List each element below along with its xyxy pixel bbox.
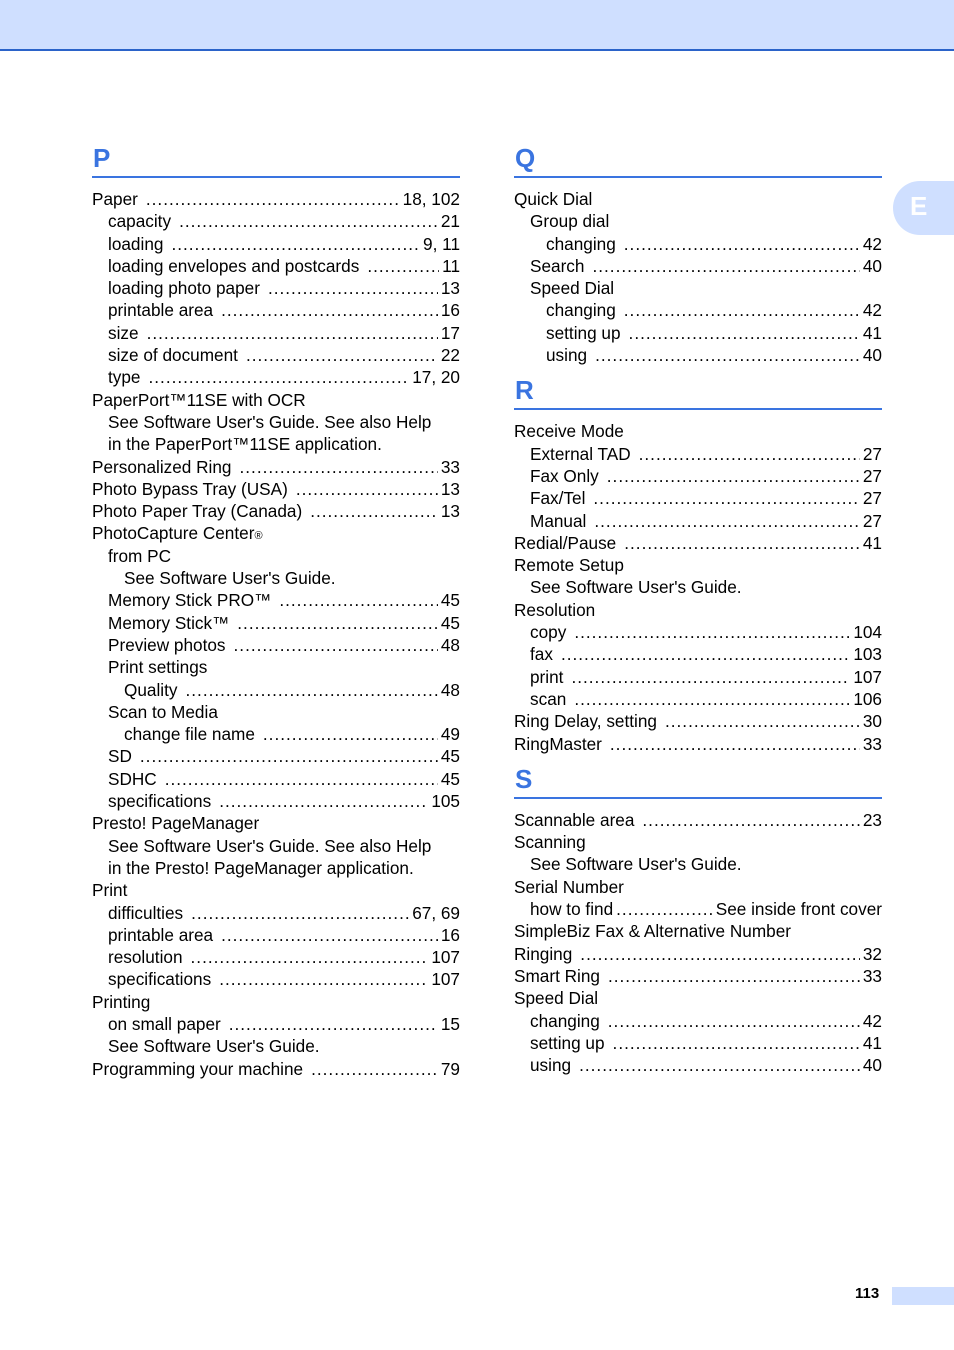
index-entry-term: size [108, 322, 139, 343]
index-entry-term: changing [546, 300, 616, 321]
dot-leader [263, 723, 438, 745]
index-entry-term: Paper [92, 189, 138, 209]
index-entry-term: scan [530, 688, 567, 709]
index-entry [514, 809, 882, 831]
index-entry-term: difficulties [108, 902, 184, 923]
index-entry [92, 188, 460, 210]
dot-leader [146, 188, 400, 210]
dot-leader [616, 898, 713, 920]
index-entry-term: SDHC [108, 768, 157, 789]
chapter-tab [893, 181, 954, 235]
dot-leader [310, 500, 438, 522]
index-entry [514, 943, 882, 965]
dot-leader [149, 366, 410, 388]
index-entry [514, 920, 882, 942]
index-entry [92, 656, 460, 678]
index-entry-page: 16 [440, 924, 460, 945]
index-entry-page: 17, 20 [412, 367, 460, 388]
index-entry [514, 510, 882, 532]
dot-leader [246, 344, 438, 366]
index-entry-page: 48 [440, 679, 460, 700]
index-entry-page: 42 [862, 300, 882, 321]
index-entry-page: 103 [853, 644, 882, 665]
dot-leader [595, 344, 860, 366]
index-entry-term: capacity [108, 211, 172, 232]
index-entry [92, 299, 460, 321]
dot-leader [140, 745, 438, 767]
index-entry [514, 831, 882, 853]
index-entry-term: Search [530, 255, 585, 276]
index-entry [514, 1032, 882, 1054]
index-entry [92, 589, 460, 611]
index-entry [514, 965, 882, 987]
page-number: 113 [855, 1285, 880, 1302]
index-entry-term: PhotoCapture Center [92, 523, 255, 544]
dot-leader [234, 634, 438, 656]
index-entry [92, 835, 460, 857]
index-section-p [92, 140, 460, 1080]
index-entry-page: 9, 11 [423, 233, 460, 254]
index-entry [92, 968, 460, 990]
index-entry-page: 16 [440, 300, 460, 321]
dot-leader [608, 1010, 860, 1032]
index-entry: PhotoCapture Center ® [92, 523, 263, 544]
index-entry-term: Quality [124, 679, 178, 700]
index-entry-term: copy [530, 622, 567, 643]
dot-leader [171, 233, 420, 255]
index-entry [92, 790, 460, 812]
index-entry-term: PaperPort™11SE with OCR [92, 389, 306, 410]
index-entry [514, 898, 882, 920]
index-entry-term: Ring Delay, setting [514, 711, 657, 732]
index-entry-term: loading photo paper [108, 278, 260, 299]
index-entry [92, 255, 460, 277]
dot-leader [165, 768, 438, 790]
index-entry-term: See Software User's Guide. [108, 1036, 320, 1057]
index-entry-page: 23 [862, 809, 882, 830]
index-entry-page: 104 [853, 622, 882, 643]
index-entry-term: using [530, 1055, 572, 1076]
dot-leader [592, 255, 859, 277]
index-entry [514, 255, 882, 277]
index-entry [92, 233, 460, 255]
index-entry-term: Programming your machine [92, 1058, 304, 1079]
index-entry-page: 17 [440, 322, 460, 343]
dot-leader [191, 946, 429, 968]
index-entry-term: Receive Mode [514, 421, 624, 442]
index-entry [92, 433, 460, 455]
index-entry [514, 1010, 882, 1032]
index-entry-page: 48 [440, 634, 460, 655]
index-entry [92, 812, 460, 834]
index-entry [514, 1054, 882, 1076]
index-entry-term: Resolution [514, 599, 596, 620]
dot-leader [594, 510, 860, 532]
index-entry [92, 1058, 460, 1080]
dot-leader [191, 902, 409, 924]
index-entry [514, 277, 882, 299]
index-entry-page: 27 [862, 465, 882, 486]
dot-leader [571, 666, 850, 688]
index-entry-page: 67, 69 [412, 902, 460, 923]
index-entry-term: print [530, 666, 564, 687]
index-entry [514, 599, 882, 621]
index-entry-page: 45 [440, 612, 460, 633]
index-entry-page: 30 [862, 711, 882, 732]
index-entry-term: in the Presto! PageManager application. [108, 857, 414, 878]
dot-leader [237, 612, 438, 634]
index-entry-term: SD [108, 746, 132, 767]
index-entry-page: 33 [862, 733, 882, 754]
index-entry-term: Personalized Ring [92, 456, 232, 477]
index-entry [514, 643, 882, 665]
index-entry-term: Presto! PageManager [92, 813, 260, 834]
dot-leader [219, 790, 428, 812]
index-entry-page: 105 [431, 791, 460, 812]
index-entry [92, 1035, 460, 1057]
index-entry [92, 366, 460, 388]
dot-leader [229, 1013, 438, 1035]
index-entry-term: Remote Setup [514, 555, 624, 576]
dot-leader [624, 233, 860, 255]
index-entry-term: See Software User's Guide. See also Help [108, 411, 432, 432]
index-entry [514, 188, 882, 210]
dot-leader [579, 1054, 860, 1076]
index-entry [92, 745, 460, 767]
index-entry [92, 500, 460, 522]
index-entry-term: External TAD [530, 443, 631, 464]
index-entry-term: printable area [108, 300, 214, 321]
index-column-left [92, 140, 460, 1086]
index-entry-page: 13 [440, 501, 460, 522]
index-entry-term: See Software User's Guide. See also Help [108, 835, 432, 856]
dot-leader [186, 679, 438, 701]
index-entry-term: Scan to Media [108, 701, 218, 722]
index-entry-term: See Software User's Guide. [124, 568, 336, 589]
index-entry [92, 210, 460, 232]
index-entry-page: 15 [440, 1013, 460, 1034]
index-entry-term: Fax Only [530, 465, 599, 486]
index-entry-term: Group dial [530, 211, 610, 232]
index-entry [514, 210, 882, 232]
index-entry [92, 277, 460, 299]
section-letter: P [92, 140, 460, 178]
index-entry-page: 49 [440, 724, 460, 745]
index-entry [514, 666, 882, 688]
index-entry [514, 876, 882, 898]
index-entry [514, 853, 882, 875]
dot-leader [561, 643, 850, 665]
index-entry [92, 389, 460, 411]
index-entry-page: 107 [853, 666, 882, 687]
index-entry-term: RingMaster [514, 733, 602, 754]
dot-leader [279, 589, 438, 611]
index-entry-term: loading [108, 233, 164, 254]
index-entry-page: 41 [862, 1032, 882, 1053]
index-entry [514, 688, 882, 710]
index-entry-term: from PC [108, 545, 172, 566]
dot-leader [179, 210, 438, 232]
dot-leader [311, 1058, 438, 1080]
index-entry [92, 946, 460, 968]
index-entry [92, 701, 460, 723]
index-entry-term: type [108, 367, 141, 388]
entry-list [514, 809, 882, 1077]
index-entry [514, 299, 882, 321]
dot-leader [147, 322, 438, 344]
entry-list [514, 420, 882, 754]
index-entry-page: 45 [440, 768, 460, 789]
section-letter: S [514, 761, 882, 799]
index-entry [514, 576, 882, 598]
index-entry [92, 456, 460, 478]
dot-leader [624, 532, 860, 554]
index-entry-term: Fax/Tel [530, 488, 586, 509]
entry-list [92, 188, 460, 1080]
index-entry-term: Print settings [108, 657, 208, 678]
index-entry-term: in the PaperPort™11SE application. [108, 434, 382, 455]
index-entry [514, 554, 882, 576]
index-entry-term: printable area [108, 924, 214, 945]
index-entry-page: 107 [431, 969, 460, 990]
dot-leader [268, 277, 438, 299]
index-entry-page: 41 [862, 322, 882, 343]
dot-leader [608, 965, 860, 987]
index-entry-term: Memory Stick PRO™ [108, 590, 272, 611]
index-entry [514, 344, 882, 366]
index-entry [92, 768, 460, 790]
index-entry-page: 22 [440, 345, 460, 366]
index-entry-term: loading envelopes and postcards [108, 255, 360, 276]
section-letter: Q [514, 140, 882, 178]
index-entry-term: size of document [108, 345, 238, 366]
index-section-s [514, 761, 882, 1077]
index-entry-term: Manual [530, 510, 587, 531]
index-entry-term: Serial Number [514, 876, 624, 897]
index-entry-term: Photo Paper Tray (Canada) [92, 501, 303, 522]
index-entry [92, 567, 460, 589]
index-entry [92, 612, 460, 634]
index-entry-term: Memory Stick™ [108, 612, 230, 633]
index-entry-term: Smart Ring [514, 965, 600, 986]
index-entry-term: changing [546, 233, 616, 254]
index-entry-page: 45 [440, 590, 460, 611]
index-entry-term: on small paper [108, 1013, 221, 1034]
index-entry [514, 987, 882, 1009]
index-entry [92, 723, 460, 745]
index-entry-term: Print [92, 880, 128, 901]
dot-leader [240, 456, 438, 478]
index-entry-term: fax [530, 644, 553, 665]
index-entry [514, 733, 882, 755]
index-entry-term: how to find [530, 899, 614, 920]
dot-leader [665, 710, 860, 732]
index-entry [514, 710, 882, 732]
entry-list [514, 188, 882, 366]
index-entry-term: setting up [530, 1032, 605, 1053]
index-entry-page: 18, 102 [402, 189, 460, 209]
index-entry-page: 42 [862, 1010, 882, 1031]
index-entry [92, 322, 460, 344]
index-entry-page: 27 [862, 443, 882, 464]
dot-leader [580, 943, 860, 965]
dot-leader [593, 487, 859, 509]
index-entry-term: Speed Dial [514, 988, 599, 1009]
index-entry-term: setting up [546, 322, 621, 343]
index-entry-term: See Software User's Guide. [530, 854, 742, 875]
dot-leader [639, 443, 860, 465]
index-entry [92, 991, 460, 1013]
index-entry [514, 322, 882, 344]
index-entry-page: 27 [862, 488, 882, 509]
index-entry-page: 41 [862, 532, 882, 553]
index-entry-term: Photo Bypass Tray (USA) [92, 478, 288, 499]
index-entry-term: Speed Dial [530, 278, 615, 299]
index-entry-page: 21 [440, 211, 460, 232]
index-entry-page: 45 [440, 746, 460, 767]
dot-leader [613, 1032, 860, 1054]
index-entry [92, 879, 460, 901]
index-entry [92, 634, 460, 656]
index-entry [514, 420, 882, 442]
index-entry-term: Quick Dial [514, 189, 593, 209]
index-entry [514, 233, 882, 255]
index-entry-page: 40 [862, 1055, 882, 1076]
index-entry-page: 32 [862, 943, 882, 964]
index-entry-page: 42 [862, 233, 882, 254]
dot-leader [610, 733, 860, 755]
index-entry [92, 344, 460, 366]
index-entry [92, 924, 460, 946]
index-entry-page: 106 [853, 688, 882, 709]
index-entry-term: change file name [124, 724, 255, 745]
section-letter: R [514, 372, 882, 410]
index-entry [92, 679, 460, 701]
index-entry-term: Printing [92, 991, 151, 1012]
index-section-r [514, 372, 882, 754]
index-entry [92, 1013, 460, 1035]
index-entry-term: See Software User's Guide. [530, 577, 742, 598]
index-entry [92, 902, 460, 924]
index-entry-page: See inside front cover [715, 899, 882, 920]
dot-leader [574, 621, 850, 643]
index-section-q [514, 140, 882, 366]
index-entry-term: SimpleBiz Fax & Alternative Number [514, 921, 792, 942]
dot-leader [367, 255, 439, 277]
index-entry-page: 40 [862, 345, 882, 366]
index-entry-page: 40 [862, 255, 882, 276]
index-entry [514, 621, 882, 643]
dot-leader [624, 299, 860, 321]
index-entry [92, 411, 460, 433]
index-entry-term: Scannable area [514, 809, 635, 830]
dot-leader [574, 688, 850, 710]
index-entry-page: 33 [440, 456, 460, 477]
index-entry-page: 13 [440, 478, 460, 499]
index-entry-page: 107 [431, 947, 460, 968]
index-entry-term: resolution [108, 947, 183, 968]
index-entry-term: using [546, 345, 588, 366]
index-entry-term: specifications [108, 791, 212, 812]
index-entry-page: 79 [440, 1058, 460, 1079]
header-band [0, 0, 954, 51]
index-entry-term: changing [530, 1010, 600, 1031]
dot-leader [629, 322, 860, 344]
index-entry-term: Redial/Pause [514, 532, 617, 553]
index-entry-page: 33 [862, 965, 882, 986]
index-column-right [514, 140, 882, 1082]
chapter-tab-label: E [910, 191, 928, 221]
dot-leader [221, 924, 438, 946]
index-entry [92, 545, 460, 567]
index-entry [514, 487, 882, 509]
dot-leader [221, 299, 438, 321]
index-entry [92, 478, 460, 500]
dot-leader [296, 478, 438, 500]
dot-leader [607, 465, 860, 487]
dot-leader [642, 809, 859, 831]
dot-leader [219, 968, 428, 990]
index-entry-term: Ringing [514, 943, 573, 964]
index-entry [514, 532, 882, 554]
index-entry-page: 11 [442, 255, 460, 276]
index-entry-page: 13 [440, 278, 460, 299]
index-entry-term: specifications [108, 969, 212, 990]
index-entry [92, 857, 460, 879]
footer-band [892, 1287, 954, 1305]
index-entry-term: Scanning [514, 832, 586, 853]
index-entry-term: Preview photos [108, 634, 226, 655]
index-entry-page: 27 [862, 510, 882, 531]
index-entry [514, 443, 882, 465]
index-entry [514, 465, 882, 487]
